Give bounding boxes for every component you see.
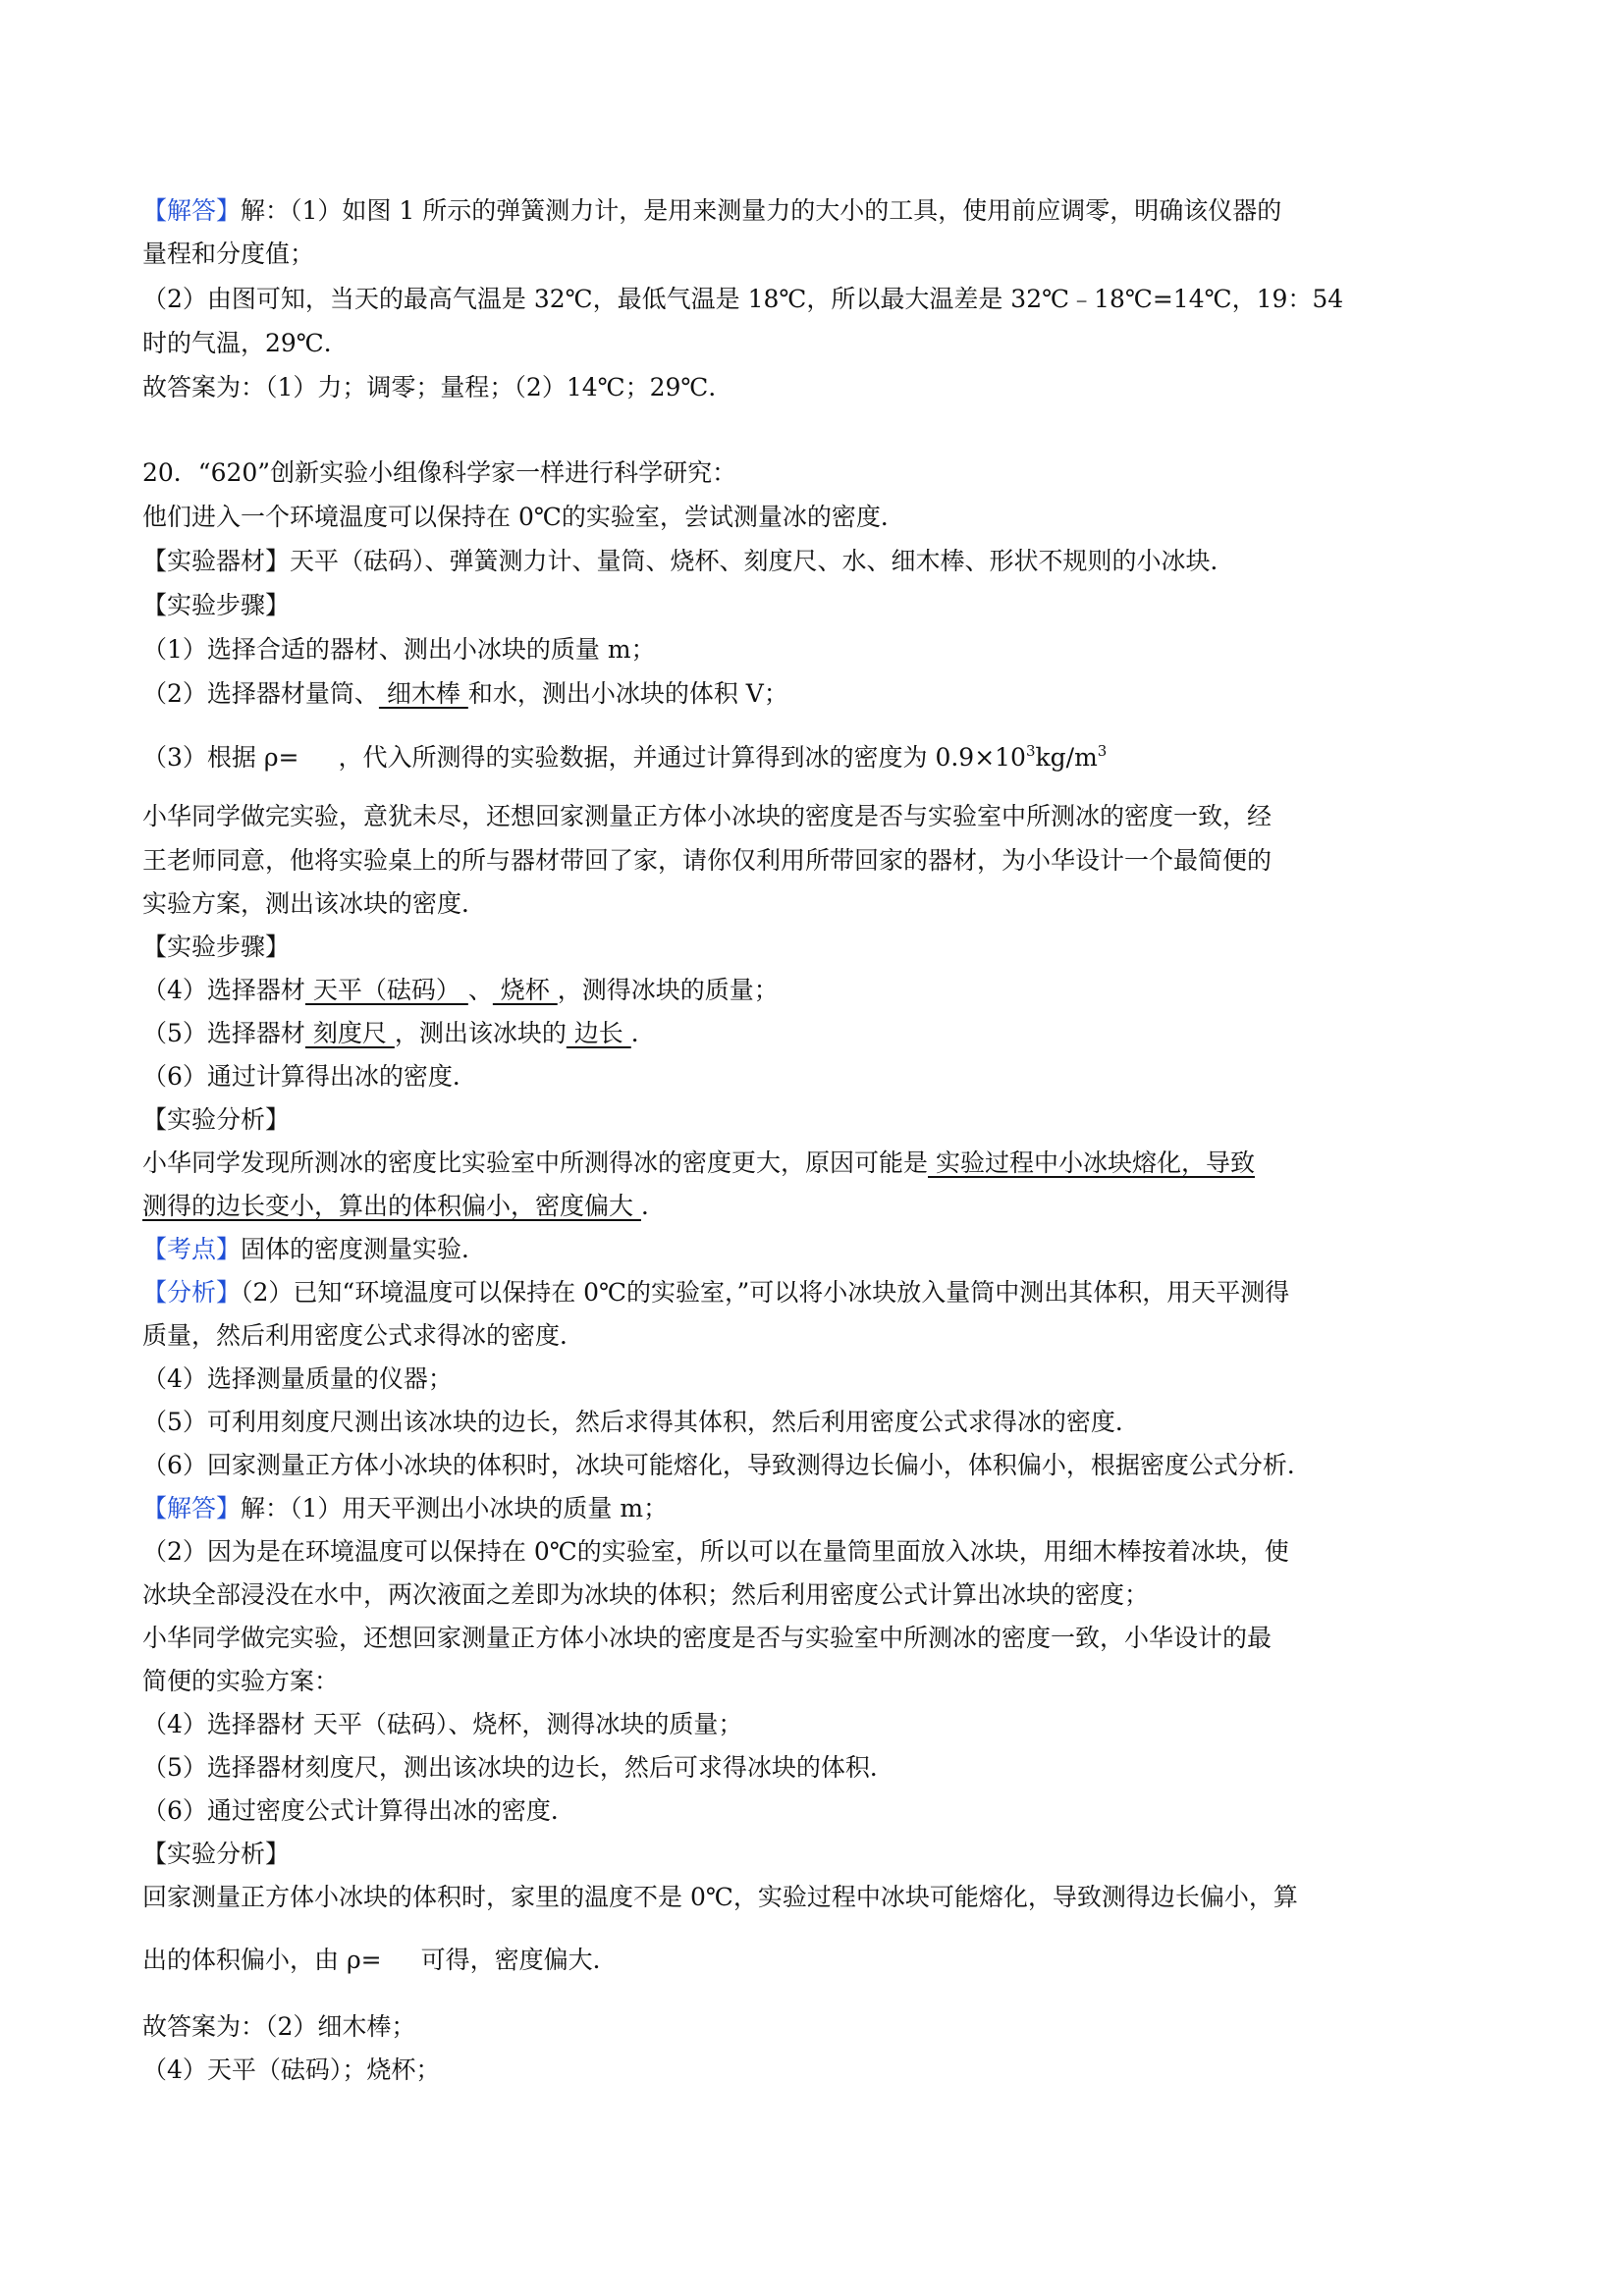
step-3-text: ，代入所测得的实验数据，并通过计算得到冰的密度为 0.9×10 xyxy=(338,743,1026,772)
jieda-line-10-suffix: 可得，密度偏大． xyxy=(420,1946,618,1974)
step-3 xyxy=(142,734,1488,774)
step-4-separator: 、 xyxy=(467,976,493,1004)
step-2 xyxy=(142,677,1488,711)
analysis-blank-2: 测得的边长变小，算出的体积偏小，密度偏大 xyxy=(142,1192,641,1220)
step-2-prefix: （2）选择器材量筒、 xyxy=(142,679,379,708)
steps-label-2: 【实验步骤】 xyxy=(142,933,291,961)
q19-answer-line-4: 时的气温，29℃． xyxy=(142,329,349,357)
q19-answer-line-3: （2）由图可知，当天的最高气温是 32℃，最低气温是 18℃，所以最大温差是 32℃﹣18℃=14℃，19：54 xyxy=(142,285,1344,313)
jieda-line-10-prefix: 出的体积偏小，由 ρ= xyxy=(142,1946,382,1974)
step-4-prefix: （4）选择器材 xyxy=(142,976,305,1004)
kaodian-line xyxy=(142,1233,1488,1266)
kaodian-text: 固体的密度测量实验． xyxy=(241,1235,487,1263)
step-4-suffix: ，测得冰块的质量； xyxy=(557,976,779,1004)
jieda-line-6: （4）选择器材 天平（砝码）、烧杯，测得冰块的质量； xyxy=(142,1710,743,1738)
step-5-mid: ，测出该冰块的 xyxy=(394,1019,567,1047)
step-1: （1）选择合适的器材、测出小冰块的质量 m； xyxy=(142,635,656,664)
analysis-label: 【实验分析】 xyxy=(142,1105,291,1134)
jieda-line-4: 小华同学做完实验，还想回家测量正方体小冰块的密度是否与实验室中所测冰的密度一致，小华设计的最 xyxy=(142,1624,1272,1652)
jieda-line-8: （6）通过密度公式计算得出冰的密度． xyxy=(142,1796,575,1825)
analysis-line-2 xyxy=(142,1190,1488,1223)
q20-intro: 他们进入一个环境温度可以保持在 0℃的实验室，尝试测量冰的密度． xyxy=(142,503,905,531)
jieda-line-10 xyxy=(142,1944,1488,1977)
q19-answer-line-1 xyxy=(142,194,1488,228)
analysis-prefix: 小华同学发现所测冰的密度比实验室中所测得冰的密度更大，原因可能是 xyxy=(142,1148,929,1177)
final-answer-line-1: 故答案为：（2）细木棒； xyxy=(142,2012,416,2041)
step-4-blank-2: 烧杯 xyxy=(492,976,558,1004)
q19-answer-line-2: 量程和分度值； xyxy=(142,240,315,268)
paragraph-line-3: 实验方案，测出该冰块的密度． xyxy=(142,889,487,918)
step-3-unit: kg/m xyxy=(1035,743,1098,772)
jieda-line-5: 简便的实验方案： xyxy=(142,1667,340,1695)
step-5-blank-1: 刻度尺 xyxy=(304,1019,395,1047)
step-2-blank: 细木棒 xyxy=(378,679,468,708)
jieda-analysis-label: 【实验分析】 xyxy=(142,1840,291,1868)
step-5-prefix: （5）选择器材 xyxy=(142,1019,305,1047)
step-5 xyxy=(142,1017,1488,1050)
fenxi-line-1 xyxy=(142,1276,1488,1309)
q20-equipment xyxy=(142,545,1488,578)
answer-label: 【解答】 xyxy=(142,196,242,225)
step-3-unit-exponent: 3 xyxy=(1097,742,1108,760)
analysis-blank-1: 实验过程中小冰块熔化，导致 xyxy=(928,1148,1255,1177)
fenxi-line-4: （5）可利用刻度尺测出该冰块的边长，然后求得其体积，然后利用密度公式求得冰的密度． xyxy=(142,1408,1140,1436)
fenxi-line-5: （6）回家测量正方体小冰块的体积时，冰块可能熔化，导致测得边长偏小，体积偏小，根据密度公式分析． xyxy=(142,1451,1312,1479)
q19-answer-line-5: 故答案为：（1）力；调零；量程；（2）14℃；29℃． xyxy=(142,373,733,401)
step-4 xyxy=(142,974,1488,1007)
step-3-prefix: （3）根据 ρ= xyxy=(142,743,299,772)
steps-label: 【实验步骤】 xyxy=(142,591,291,619)
equipment-label: 【实验器材】 xyxy=(142,547,291,575)
step-5-blank-2: 边长 xyxy=(566,1019,631,1047)
answer-text: 解：（1）如图 1 所示的弹簧测力计，是用来测量力的大小的工具，使用前应调零，明确该仪器的 xyxy=(241,196,1282,225)
jieda-line-2: （2）因为是在环境温度可以保持在 0℃的实验室，所以可以在量筒里面放入冰块，用细木棒按着冰块，使 xyxy=(142,1537,1289,1566)
final-answer-line-2: （4）天平（砝码）；烧杯； xyxy=(142,2056,441,2084)
jieda-line-1 xyxy=(142,1492,1488,1525)
step-3-exponent: 3 xyxy=(1025,742,1036,760)
jieda-line-3: 冰块全部浸没在水中，两次液面之差即为冰块的体积；然后利用密度公式计算出冰块的密度； xyxy=(142,1580,1150,1609)
fenxi-line-3: （4）选择测量质量的仪器； xyxy=(142,1364,453,1393)
jieda-line-7: （5）选择器材刻度尺，测出该冰块的边长，然后可求得冰块的体积． xyxy=(142,1753,894,1782)
step-2-suffix: 和水，测出小冰块的体积 V； xyxy=(467,679,788,708)
paragraph-line-1: 小华同学做完实验，意犹未尽，还想回家测量正方体小冰块的密度是否与实验室中所测冰的密度一致，经 xyxy=(142,802,1272,830)
fenxi-line-2: 质量，然后利用密度公式求得冰的密度． xyxy=(142,1321,585,1350)
fenxi-text-1: （2）已知“环境温度可以保持在 0℃的实验室，”可以将小冰块放入量筒中测出其体积，用天平测得 xyxy=(241,1278,1290,1307)
kaodian-label: 【考点】 xyxy=(142,1235,242,1263)
equipment-text: 天平（砝码）、弹簧测力计、量筒、烧杯、刻度尺、水、细木棒、形状不规则的小冰块． xyxy=(290,547,1235,575)
paragraph-line-2: 王老师同意，他将实验桌上的所与器材带回了家，请你仅利用所带回家的器材，为小华设计一个最简便的 xyxy=(142,846,1272,875)
jieda-line-9: 回家测量正方体小冰块的体积时，家里的温度不是 0℃，实验过程中冰块可能熔化，导致测得边长偏小，算 xyxy=(142,1883,1298,1911)
step-6: （6）通过计算得出冰的密度． xyxy=(142,1062,477,1091)
q20-title: 20．“620”创新实验小组像科学家一样进行科学研究： xyxy=(142,458,737,487)
jieda-text-1: 解：（1）用天平测出小冰块的质量 m； xyxy=(241,1494,669,1522)
step-4-blank-1: 天平（砝码） xyxy=(304,976,468,1004)
fenxi-label: 【分析】 xyxy=(142,1278,242,1307)
analysis-suffix: ． xyxy=(640,1192,666,1220)
jieda-label: 【解答】 xyxy=(142,1494,242,1522)
step-5-suffix: ． xyxy=(630,1019,656,1047)
analysis-line-1 xyxy=(142,1147,1488,1180)
